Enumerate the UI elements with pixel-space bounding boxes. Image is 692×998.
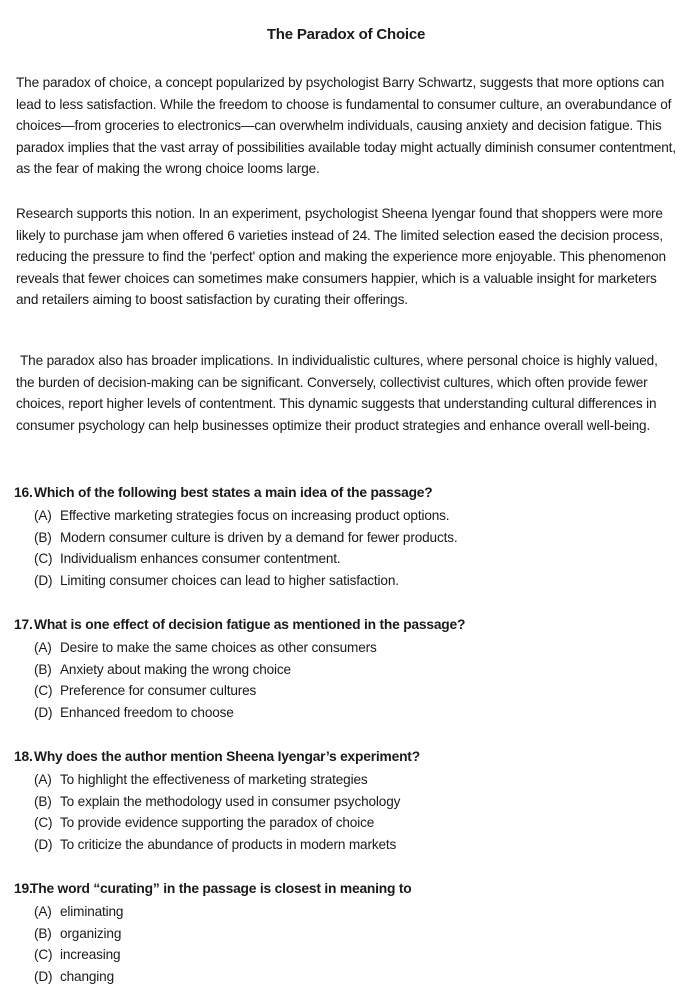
option-text: eliminating — [60, 904, 124, 919]
passage-paragraph-3: The paradox also has broader implications. In individualistic cultures, where personal choice is highly valued, the burden of decision-making can be significant. Conversely, collectivist cultures, which often provide fewer choices, report higher levels of contentment. This dynamic suggests that understanding cultural differences in consumer psychology can help businesses optimize their product strategies and enhance overall well-being. — [16, 353, 658, 433]
question-number: 18. — [14, 749, 33, 764]
option-text: To highlight the effectiveness of marketing strategies — [60, 772, 368, 787]
question-number: 19. — [14, 881, 33, 896]
question-stem — [14, 746, 684, 767]
option-letter: (C) — [34, 551, 53, 567]
option-letter: (A) — [34, 904, 52, 919]
option-text: changing — [60, 968, 114, 984]
answer-option-d[interactable] — [34, 966, 684, 988]
option-text: Desire to make the same choices as other consumers — [60, 640, 377, 655]
answer-option-c[interactable] — [34, 680, 684, 702]
answer-option-b[interactable] — [34, 923, 684, 945]
question-16 — [14, 482, 684, 591]
question-stem — [14, 614, 684, 635]
option-letter: (D) — [34, 836, 53, 852]
answer-options — [14, 505, 684, 591]
option-text: To provide evidence supporting the paradox of choice — [60, 815, 375, 831]
option-letter: (C) — [34, 683, 53, 699]
answer-option-d[interactable] — [34, 570, 684, 592]
option-text: Anxiety about making the wrong choice — [60, 661, 291, 677]
answer-option-a[interactable] — [34, 637, 684, 659]
option-text: Preference for consumer cultures — [60, 683, 257, 699]
option-letter: (C) — [34, 815, 53, 831]
option-text: Individualism enhances consumer contentment. — [60, 551, 341, 567]
option-letter: (D) — [34, 704, 53, 720]
passage-paragraph-1: The paradox of choice, a concept popularized by psychologist Barry Schwartz, suggests that more options can lead to less satisfaction. While the freedom to choose is fundamental to consumer culture, an overabundance of choices—from groceries to electronics—can overwhelm individuals, causing anxiety and decision fatigue. This paradox implies that the vast array of possibilities available today might actually diminish consumer contentment, as the fear of making the wrong choice looms large. — [16, 75, 676, 176]
passage-paragraph-2: Research supports this notion. In an experiment, psychologist Sheena Iyengar found that shoppers were more likely to purchase jam when offered 6 varieties instead of 24. The limited selection eased the decision process, reducing the pressure to find the 'perfect' option and making the experience more enjoyable. This phenomenon reveals that fewer choices can sometimes make consumers happier, which is a valuable insight for marketers and retailers aiming to boost satisfaction by curating their offerings. — [16, 206, 666, 307]
answer-option-b[interactable] — [34, 791, 684, 813]
question-text: Which of the following best states a main idea of the passage? — [34, 485, 433, 500]
question-19 — [14, 878, 684, 987]
question-text: What is one effect of decision fatigue as mentioned in the passage? — [34, 617, 466, 632]
question-text: Why does the author mention Sheena Iyengar’s experiment? — [34, 749, 420, 764]
answer-option-b[interactable] — [34, 527, 684, 549]
answer-option-c[interactable] — [34, 548, 684, 570]
question-17 — [14, 614, 684, 723]
option-text: To criticize the abundance of products in modern markets — [60, 836, 397, 852]
answer-option-a[interactable] — [34, 901, 684, 923]
answer-options — [14, 901, 684, 987]
question-stem — [14, 878, 684, 899]
option-letter: (B) — [34, 793, 52, 809]
option-text: To explain the methodology used in consumer psychology — [60, 793, 401, 809]
question-text: The word “curating” in the passage is closest in meaning to — [30, 881, 412, 896]
answer-options — [14, 769, 684, 855]
option-text: Effective marketing strategies focus on increasing product options. — [60, 508, 450, 523]
answer-option-d[interactable] — [34, 834, 684, 856]
question-stem — [14, 482, 684, 503]
answer-option-d[interactable] — [34, 702, 684, 724]
answer-option-c[interactable] — [34, 812, 684, 834]
option-letter: (C) — [34, 947, 53, 963]
option-letter: (A) — [34, 508, 52, 523]
option-text: Limiting consumer choices can lead to higher satisfaction. — [60, 572, 399, 588]
option-letter: (B) — [34, 661, 52, 677]
option-letter: (B) — [34, 925, 52, 941]
answer-option-c[interactable] — [34, 944, 684, 966]
option-letter: (B) — [34, 529, 52, 545]
question-number: 16. — [14, 485, 33, 500]
document-title: The Paradox of Choice — [266, 26, 426, 43]
option-letter: (A) — [34, 772, 52, 787]
option-text: organizing — [60, 925, 122, 941]
question-number: 17. — [14, 617, 33, 632]
option-text: Enhanced freedom to choose — [60, 704, 234, 720]
question-18 — [14, 746, 684, 855]
answer-option-b[interactable] — [34, 659, 684, 681]
option-letter: (D) — [34, 572, 53, 588]
option-text: Modern consumer culture is driven by a demand for fewer products. — [60, 529, 458, 545]
option-text: increasing — [60, 947, 121, 963]
answer-options — [14, 637, 684, 723]
option-letter: (D) — [34, 968, 53, 984]
answer-option-a[interactable] — [34, 505, 684, 527]
option-letter: (A) — [34, 640, 52, 655]
answer-option-a[interactable] — [34, 769, 684, 791]
